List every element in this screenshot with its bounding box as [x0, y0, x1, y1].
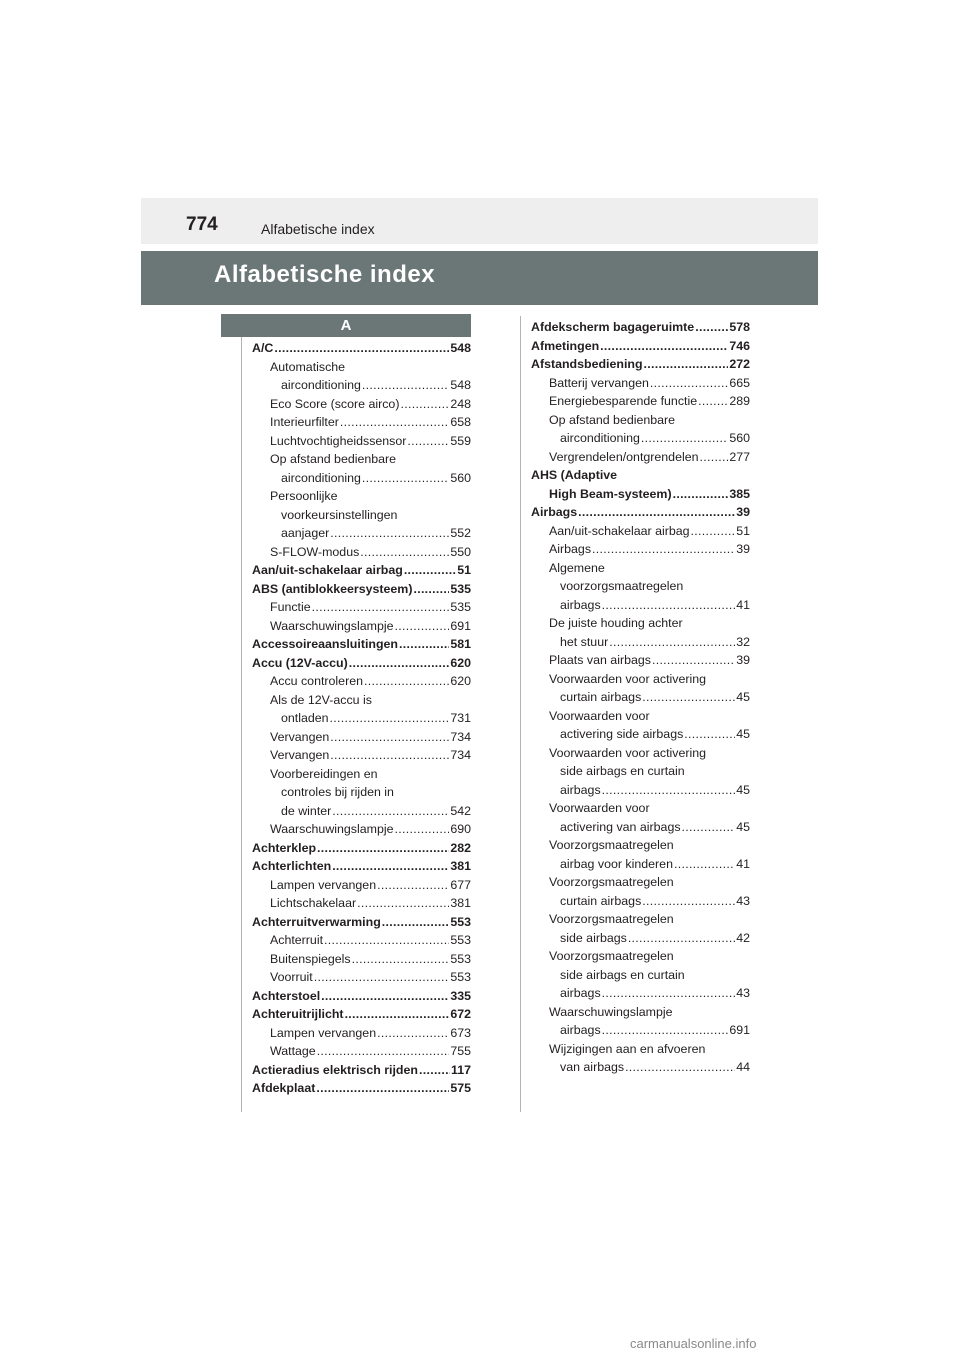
dot-leader [695, 318, 728, 337]
page-reference: 45 [736, 727, 750, 741]
page-reference: 677 [450, 877, 471, 892]
page-reference: 39 [736, 653, 750, 667]
index-subentry [531, 929, 750, 948]
watermark: carmanualsonline.info [630, 1336, 757, 1351]
index-letter-heading: A [221, 314, 471, 337]
page-reference: 535 [450, 600, 471, 614]
entry-label: airbags [560, 597, 601, 612]
entry-label-line: Voorzorgsmaatregelen [549, 838, 674, 852]
entry-label: Afstandsbediening [531, 357, 643, 371]
dot-leader [312, 598, 450, 617]
page-reference: 755 [450, 1044, 471, 1058]
dot-leader [600, 337, 728, 356]
dot-leader [362, 469, 449, 488]
dot-leader [382, 913, 450, 932]
page-reference: 542 [450, 803, 471, 818]
index-subentry [252, 469, 471, 488]
entry-label-line: Op afstand bedienbare [549, 412, 676, 427]
dot-leader [321, 987, 449, 1006]
page-reference: 277 [729, 449, 750, 464]
page-reference: 581 [450, 637, 471, 651]
page-reference: 51 [736, 523, 750, 538]
dot-leader [364, 672, 449, 691]
page-reference: 44 [736, 1060, 750, 1074]
index-subentry [531, 725, 750, 744]
page-reference: 734 [450, 729, 471, 744]
dot-leader [274, 339, 449, 358]
dot-leader [644, 355, 729, 374]
page-reference: 620 [450, 674, 471, 688]
dot-leader [400, 395, 449, 414]
entry-label: Vervangen [270, 729, 330, 744]
entry-label: Functie [270, 600, 311, 614]
dot-leader [357, 894, 449, 913]
index-subentry [531, 818, 750, 837]
index-subentry [252, 376, 471, 395]
dot-leader [592, 540, 735, 559]
column-divider-left [241, 337, 242, 1112]
dot-leader [578, 503, 735, 522]
page-reference: 731 [450, 711, 471, 725]
dot-leader [602, 984, 736, 1003]
entry-label-line: Waarschuwingslampje [549, 1004, 673, 1019]
dot-leader [316, 1079, 449, 1098]
dot-leader [642, 688, 735, 707]
entry-label: Actieradius elektrisch rijden [252, 1062, 418, 1077]
index-entry [252, 857, 471, 876]
page-reference: 553 [450, 970, 471, 984]
entry-label: Airbags [549, 542, 592, 556]
dot-leader [352, 950, 450, 969]
entry-label: de winter [281, 803, 332, 818]
index-subentry [252, 524, 471, 543]
index-subentry [252, 1042, 471, 1061]
index-entry [252, 1061, 471, 1080]
index-subentry [252, 598, 471, 617]
dot-leader [652, 651, 735, 670]
entry-label-line: Algemene [549, 560, 605, 575]
dot-leader [399, 635, 449, 654]
index-subentry [531, 633, 750, 652]
dot-leader [332, 802, 449, 821]
dot-leader [317, 839, 449, 858]
page-reference: 45 [736, 782, 750, 797]
page-reference: 39 [736, 542, 750, 556]
index-entry [531, 503, 750, 522]
entry-label: Lampen vervangen [270, 877, 377, 892]
entry-label: Interieurfilter [270, 415, 339, 429]
entry-label-line: Voorwaarden voor [549, 801, 650, 815]
index-entry [531, 318, 750, 337]
entry-label-line: Voorzorgsmaatregelen [549, 875, 674, 889]
entry-label: Vervangen [270, 748, 330, 762]
entry-label-line: side airbags en curtain [560, 764, 685, 778]
index-subentry [252, 746, 471, 765]
page-reference: 45 [736, 690, 750, 704]
index-entry [252, 987, 471, 1006]
index-subentry [531, 1021, 750, 1040]
entry-label: curtain airbags [560, 690, 642, 704]
entry-label: Aan/uit-schakelaar airbag [549, 523, 690, 538]
page-reference: 560 [450, 470, 471, 485]
entry-label-line: Voorzorgsmaatregelen [549, 912, 674, 926]
page-reference: 535 [450, 581, 471, 596]
page-reference: 381 [450, 859, 471, 873]
page-reference: 335 [450, 988, 471, 1003]
dot-leader [377, 876, 449, 895]
index-subentry [531, 374, 750, 393]
index-subentry [252, 968, 471, 987]
page-reference: 282 [450, 840, 471, 855]
page-reference: 690 [450, 822, 471, 836]
dot-leader [314, 968, 450, 987]
index-column-left [252, 339, 471, 1098]
page-reference: 248 [450, 396, 471, 411]
dot-leader [628, 929, 735, 948]
page-reference: 548 [450, 378, 471, 392]
entry-label: Achteruitrijlicht [252, 1007, 344, 1021]
entry-label: airbags [560, 782, 601, 797]
dot-leader [377, 1024, 449, 1043]
entry-label: Eco Score (score airco) [270, 396, 400, 411]
entry-label-line: Automatische [270, 359, 346, 374]
dot-leader [404, 561, 456, 580]
entry-label-line: voorzorgsmaatregelen [560, 579, 684, 593]
entry-label: Lichtschakelaar [270, 896, 357, 910]
page-reference: 289 [729, 394, 750, 408]
page-reference: 552 [450, 526, 471, 540]
index-subentry [252, 820, 471, 839]
index-subentry [252, 1024, 471, 1043]
column-divider-middle [520, 316, 521, 1112]
dot-leader [349, 654, 450, 673]
entry-label: activering van airbags [560, 819, 681, 834]
page-reference: 553 [450, 933, 471, 947]
entry-label: Voorruit [270, 970, 313, 984]
page-reference: 734 [450, 748, 471, 762]
dot-leader [330, 709, 450, 728]
dot-leader [674, 855, 735, 874]
page-reference: 32 [736, 634, 750, 649]
entry-label: airbags [560, 986, 601, 1000]
dot-leader [700, 448, 729, 467]
entry-label: Waarschuwingslampje [270, 618, 394, 633]
entry-label: Vergrendelen/ontgrendelen [549, 449, 699, 464]
index-subentry [531, 596, 750, 615]
index-entry [531, 355, 750, 374]
dot-leader [650, 374, 728, 393]
entry-label: Waarschuwingslampje [270, 822, 394, 836]
index-subentry [252, 802, 471, 821]
page-reference: 43 [736, 893, 750, 908]
index-entry [252, 913, 471, 932]
entry-label: Wattage [270, 1044, 316, 1058]
entry-label-line: side airbags en curtain [560, 967, 685, 982]
index-subentry [252, 617, 471, 636]
index-subentry [252, 876, 471, 895]
page-reference: 553 [450, 914, 471, 929]
index-entry [252, 635, 471, 654]
dot-leader [317, 1042, 450, 1061]
entry-label-line: De juiste houding achter [549, 616, 683, 630]
index-subentry [252, 672, 471, 691]
page-reference: 381 [450, 896, 471, 910]
entry-label: Afmetingen [531, 338, 600, 353]
dot-leader [345, 1005, 450, 1024]
entry-label: ontladen [281, 711, 329, 725]
dot-leader [413, 580, 449, 599]
index-subentry [531, 651, 750, 670]
page-reference: 43 [736, 986, 750, 1000]
page-reference: 385 [729, 486, 750, 501]
page-reference: 41 [736, 597, 750, 612]
index-entry [531, 485, 750, 504]
entry-label: Achterruit [270, 933, 324, 947]
entry-label: Airbags [531, 505, 578, 519]
page-reference: 42 [736, 930, 750, 945]
dot-leader [360, 543, 449, 562]
entry-label: airconditioning [560, 431, 640, 445]
entry-label: aanjager [281, 526, 330, 540]
page-reference: 550 [450, 544, 471, 559]
page-reference: 575 [450, 1081, 471, 1095]
dot-leader [332, 857, 449, 876]
page-reference: 272 [729, 357, 750, 371]
page-reference: 658 [450, 415, 471, 429]
index-entry [252, 339, 471, 358]
entry-label: side airbags [560, 930, 627, 945]
page-reference: 559 [450, 433, 471, 448]
index-subentry [531, 984, 750, 1003]
entry-label-line: Op afstand bedienbare [270, 452, 397, 466]
index-entry [252, 1079, 471, 1098]
index-column-right [531, 318, 750, 1077]
page-reference: 746 [729, 338, 750, 353]
index-subentry [531, 392, 750, 411]
index-subentry [252, 894, 471, 913]
page-number: 774 [186, 214, 218, 235]
dot-leader [684, 725, 735, 744]
entry-label: Plaats van airbags [549, 653, 651, 667]
entry-label: curtain airbags [560, 893, 642, 908]
page-reference: 620 [450, 655, 471, 670]
entry-label-line: controles bij rijden in [281, 785, 394, 799]
dot-leader [609, 633, 735, 652]
entry-label-line: Voorbereidingen en [270, 766, 378, 781]
entry-label-line: Voorwaarden voor activering [549, 671, 707, 686]
dot-leader [625, 1058, 735, 1077]
section-title: Alfabetische index [214, 261, 436, 288]
entry-label: Achterlichten [252, 859, 332, 873]
entry-label: Lampen vervangen [270, 1025, 377, 1040]
index-subentry [531, 781, 750, 800]
dot-leader [691, 522, 736, 541]
dot-leader [641, 429, 728, 448]
entry-label: Accessoireaansluitingen [252, 637, 398, 651]
index-subentry [531, 448, 750, 467]
page-reference: 39 [736, 505, 750, 519]
entry-label-line: voorkeursinstellingen [281, 507, 398, 522]
entry-label-line: Voorzorgsmaatregelen [549, 949, 674, 963]
page-reference: 45 [736, 819, 750, 834]
page-reference: 560 [729, 431, 750, 445]
entry-label: Luchtvochtigheidssensor [270, 433, 407, 448]
page-reference: 117 [451, 1062, 471, 1077]
index-subentry [252, 709, 471, 728]
dot-leader [330, 524, 449, 543]
page-reference: 673 [450, 1025, 471, 1040]
page-reference: 672 [450, 1007, 471, 1021]
dot-leader [330, 728, 449, 747]
index-entry [252, 839, 471, 858]
index-subentry [252, 413, 471, 432]
index-subentry [531, 855, 750, 874]
dot-leader [698, 392, 728, 411]
index-subentry [252, 395, 471, 414]
index-subentry [252, 950, 471, 969]
index-subentry [252, 931, 471, 950]
dot-leader [419, 1061, 450, 1080]
page-reference: 578 [729, 320, 750, 334]
index-entry [252, 580, 471, 599]
entry-label: High Beam-systeem) [549, 486, 672, 501]
index-subentry [252, 728, 471, 747]
dot-leader [642, 892, 735, 911]
entry-label: Aan/uit-schakelaar airbag [252, 563, 403, 577]
entry-label: Batterij vervangen [549, 375, 649, 390]
dot-leader [602, 596, 736, 615]
index-entry [252, 1005, 471, 1024]
index-subentry [531, 522, 750, 541]
entry-label: Energiebesparende functie [549, 394, 698, 408]
entry-label-line: Wijzigingen aan en afvoeren [549, 1041, 706, 1056]
page-reference: 51 [457, 563, 471, 577]
entry-label-line: AHS (Adaptive [531, 468, 618, 482]
page-reference: 553 [450, 951, 471, 966]
entry-label-line: Voorwaarden voor [549, 708, 650, 723]
entry-label: Buitenspiegels [270, 951, 351, 966]
dot-leader [407, 432, 449, 451]
index-subentry [531, 892, 750, 911]
index-entry [252, 654, 471, 673]
entry-label: Afdekplaat [252, 1081, 316, 1095]
entry-label: airconditioning [281, 470, 361, 485]
dot-leader [673, 485, 729, 504]
dot-leader [340, 413, 449, 432]
index-subentry [252, 543, 471, 562]
dot-leader [395, 617, 450, 636]
page-reference: 548 [450, 341, 471, 355]
entry-label: airconditioning [281, 378, 361, 392]
dot-leader [324, 931, 449, 950]
entry-label: airbags [560, 1023, 601, 1037]
index-entry [252, 561, 471, 580]
page-reference: 665 [729, 375, 750, 390]
entry-label: activering side airbags [560, 727, 684, 741]
entry-label-line: Voorwaarden voor activering [549, 745, 707, 760]
entry-label-line: Persoonlijke [270, 489, 338, 503]
entry-label: Achterruitverwarming [252, 914, 381, 929]
page-header-bar [141, 198, 818, 244]
entry-label-line: Als de 12V-accu is [270, 692, 372, 707]
index-subentry [531, 688, 750, 707]
index-subentry [531, 1058, 750, 1077]
index-subentry [531, 540, 750, 559]
index-entry [531, 337, 750, 356]
dot-leader [395, 820, 450, 839]
dot-leader [330, 746, 449, 765]
entry-label: airbag voor kinderen [560, 856, 673, 871]
index-subentry [531, 429, 750, 448]
entry-label: ABS (antiblokkeersysteem) [252, 581, 413, 596]
entry-label: S-FLOW-modus [270, 544, 360, 559]
page-reference: 41 [736, 856, 750, 871]
entry-label: Achterstoel [252, 988, 321, 1003]
dot-leader [682, 818, 736, 837]
dot-leader [602, 781, 736, 800]
running-header-title: Alfabetische index [261, 221, 375, 237]
entry-label: A/C [252, 341, 274, 355]
entry-label: van airbags [560, 1060, 625, 1074]
dot-leader [602, 1021, 729, 1040]
dot-leader [362, 376, 449, 395]
entry-label: Accu (12V-accu) [252, 655, 348, 670]
entry-label: het stuur [560, 634, 609, 649]
entry-label: Accu controleren [270, 674, 363, 688]
page-reference: 691 [729, 1023, 750, 1037]
page-reference: 691 [450, 618, 471, 633]
index-subentry [252, 432, 471, 451]
entry-label: Achterklep [252, 840, 317, 855]
entry-label: Afdekscherm bagageruimte [531, 320, 695, 334]
